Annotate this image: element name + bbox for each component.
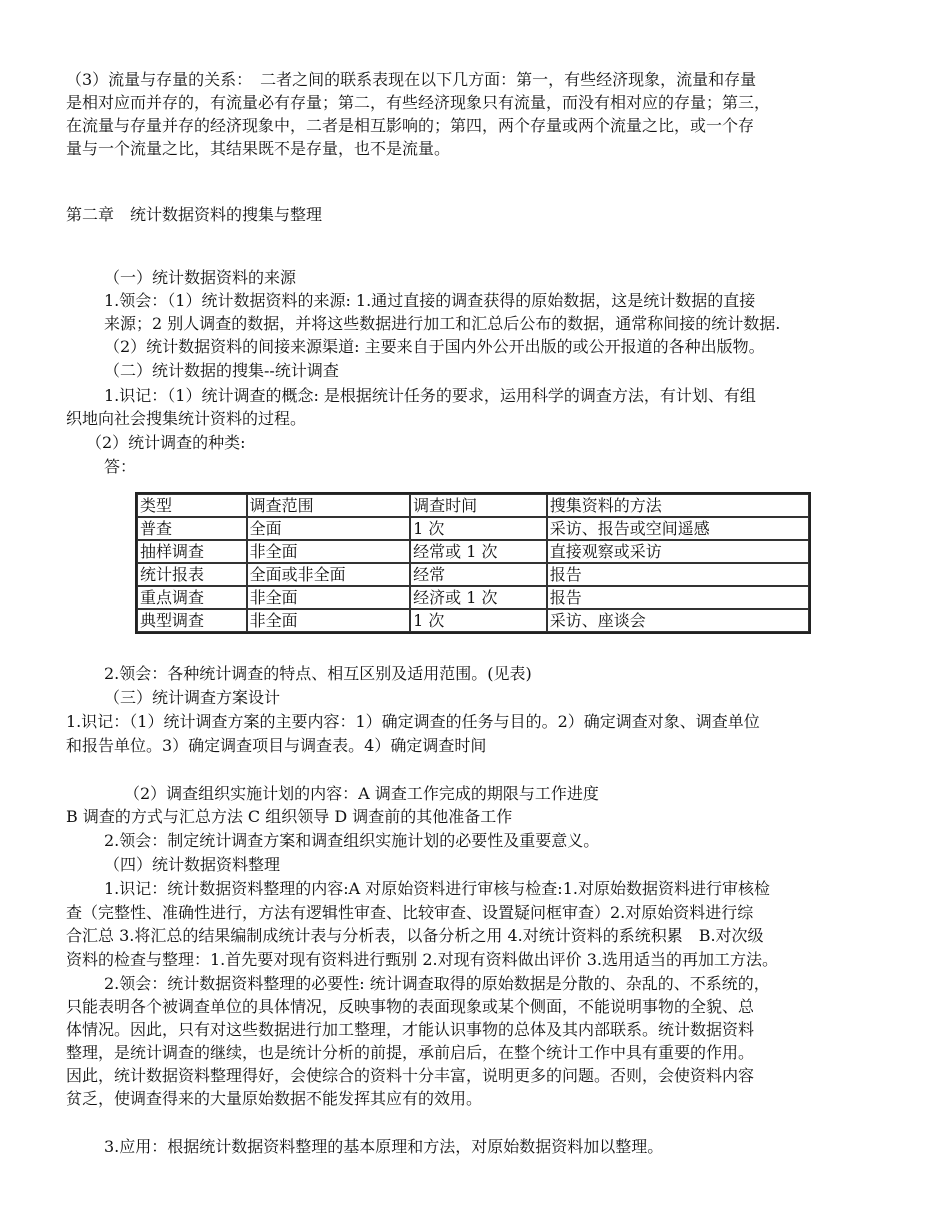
plan-line-2: B 调查的方式与汇总方法 C 组织领导 D 调查前的其他准备工作 bbox=[66, 807, 513, 826]
table-cell: 统计报表 bbox=[137, 563, 247, 586]
section-1-heading: （一）统计数据资料的来源 bbox=[104, 268, 297, 287]
table-cell: 全面 bbox=[247, 517, 410, 540]
table-cell: 全面或非全面 bbox=[247, 563, 410, 586]
section-4-line-6: 只能表明各个被调查单位的具体情况，反映事物的表面现象或某个侧面，不能说明事物的全貌、总 bbox=[66, 997, 755, 1016]
plan-line-3: 2.领会：制定统计调查方案和调查组织实施计划的必要性及重要意义。 bbox=[104, 831, 600, 850]
table-header-row bbox=[137, 494, 809, 517]
section-1-line-1: 1.领会：（1）统计数据资料的来源: 1.通过直接的调查获得的原始数据，这是统计数据的直接 bbox=[104, 291, 756, 310]
table-row bbox=[137, 609, 809, 632]
section-2-line-1: 1.识记：（1）统计调查的概念: 是根据统计任务的要求，运用科学的调查方法，有计划、有组 bbox=[104, 386, 756, 405]
intro-line-1: （3）流量与存量的关系： 二者之间的联系表现在以下几方面：第一，有些经济现象，流量和存量 bbox=[66, 70, 757, 89]
table-cell: 采访、座谈会 bbox=[547, 609, 809, 632]
table-header-cell: 调查时间 bbox=[410, 494, 547, 517]
section-4-line-1: 1.识记：统计数据资料整理的内容:A 对原始资料进行审核与检查:1.对原始数据资料进行审核检 bbox=[104, 879, 770, 898]
plan-line-1: （2）调查组织实施计划的内容：A 调查工作完成的期限与工作进度 bbox=[124, 784, 599, 803]
table-cell: 抽样调查 bbox=[137, 540, 247, 563]
section-4-apply: 3.应用：根据统计数据资料整理的基本原理和方法，对原始数据资料加以整理。 bbox=[104, 1137, 664, 1156]
table-cell: 经常 bbox=[410, 563, 547, 586]
section-3-heading: （三）统计调查方案设计 bbox=[104, 688, 281, 707]
table-row bbox=[137, 517, 809, 540]
section-4-line-5: 2.领会：统计数据资料整理的必要性: 统计调查取得的原始数据是分散的、杂乱的、不系统的， bbox=[104, 974, 770, 993]
section-4-line-10: 贫乏，使调查得来的大量原始数据不能发挥其应有的效用。 bbox=[66, 1089, 483, 1108]
section-2-answer: 答： bbox=[104, 457, 137, 476]
table-header-cell: 搜集资料的方法 bbox=[547, 494, 809, 517]
table-cell: 经济或 1 次 bbox=[410, 586, 547, 609]
intro-line-2: 是相对应而并存的，有流量必有存量；第二，有些经济现象只有流量，而没有相对应的存量；第三， bbox=[66, 93, 771, 112]
table-header-cell: 类型 bbox=[137, 494, 247, 517]
section-4-line-8: 整理，是统计调查的继续，也是统计分析的前提，承前启后，在整个统计工作中具有重要的作用。 bbox=[66, 1043, 755, 1062]
section-2-heading: （二）统计数据的搜集--统计调查 bbox=[104, 361, 339, 380]
table-cell: 非全面 bbox=[247, 540, 410, 563]
table-cell: 直接观察或采访 bbox=[547, 540, 809, 563]
table-cell: 普查 bbox=[137, 517, 247, 540]
section-4-line-3: 合汇总 3.将汇总的结果编制成统计表与分析表，以备分析之用 4.对统计资料的系统积累 B.对次级 bbox=[66, 926, 764, 945]
section-3-line-2: 和报告单位。3）确定调查项目与调查表。4）确定调查时间 bbox=[66, 736, 487, 755]
section-4-line-9: 因此，统计数据资料整理得好，会使综合的资料十分丰富，说明更多的问题。否则，会使资料内容 bbox=[66, 1066, 755, 1085]
table-cell: 典型调查 bbox=[137, 609, 247, 632]
table-header-cell: 调查范围 bbox=[247, 494, 410, 517]
intro-line-4: 量与一个流量之比，其结果既不是存量，也不是流量。 bbox=[66, 139, 451, 158]
section-4-heading: （四）统计数据资料整理 bbox=[104, 855, 281, 874]
table-row bbox=[137, 563, 809, 586]
table-cell: 1 次 bbox=[410, 609, 547, 632]
table-cell: 报告 bbox=[547, 563, 809, 586]
table-cell: 重点调查 bbox=[137, 586, 247, 609]
section-2-line-2: 织地向社会搜集统计资料的过程。 bbox=[66, 409, 307, 428]
table-cell: 采访、报告或空间遥感 bbox=[547, 517, 809, 540]
section-2-line-3: （2）统计调查的种类: bbox=[86, 433, 246, 452]
section-1-line-3: （2）统计数据资料的间接来源渠道: 主要来自于国内外公开出版的或公开报道的各种出版物。 bbox=[104, 337, 765, 356]
table-row bbox=[137, 586, 809, 609]
survey-types-table bbox=[135, 492, 811, 634]
table-cell: 经常或 1 次 bbox=[410, 540, 547, 563]
section-4-line-4: 资料的检查与整理：1.首先要对现有资料进行甄别 2.对现有资料做出评价 3.选用适当的再加工方法。 bbox=[66, 950, 778, 969]
table-cell: 非全面 bbox=[247, 586, 410, 609]
chapter-title: 第二章 统计数据资料的搜集与整理 bbox=[66, 205, 323, 224]
table-cell: 非全面 bbox=[247, 609, 410, 632]
section-3-line-1: 1.识记：（1）统计调查方案的主要内容：1）确定调查的任务与目的。2）确定调查对象、调查单位 bbox=[66, 712, 760, 731]
intro-line-3: 在流量与存量并存的经济现象中，二者是相互影响的；第四，两个存量或两个流量之比，或一个存 bbox=[66, 116, 755, 135]
section-4-line-2: 查（完整性、准确性进行，方法有逻辑性审查、比较审查、设置疑问框审查）2.对原始资料进行综 bbox=[66, 903, 754, 922]
table-cell: 报告 bbox=[547, 586, 809, 609]
table-cell: 1 次 bbox=[410, 517, 547, 540]
table-note: 2.领会：各种统计调查的特点、相互区别及适用范围。(见表) bbox=[104, 664, 532, 683]
table-row bbox=[137, 540, 809, 563]
section-4-line-7: 体情况。因此，只有对这些数据进行加工整理，才能认识事物的总体及其内部联系。统计数据资料 bbox=[66, 1020, 755, 1039]
section-1-line-2: 来源；2 别人调查的数据，并将这些数据进行加工和汇总后公布的数据，通常称间接的统计数据. bbox=[104, 314, 781, 333]
